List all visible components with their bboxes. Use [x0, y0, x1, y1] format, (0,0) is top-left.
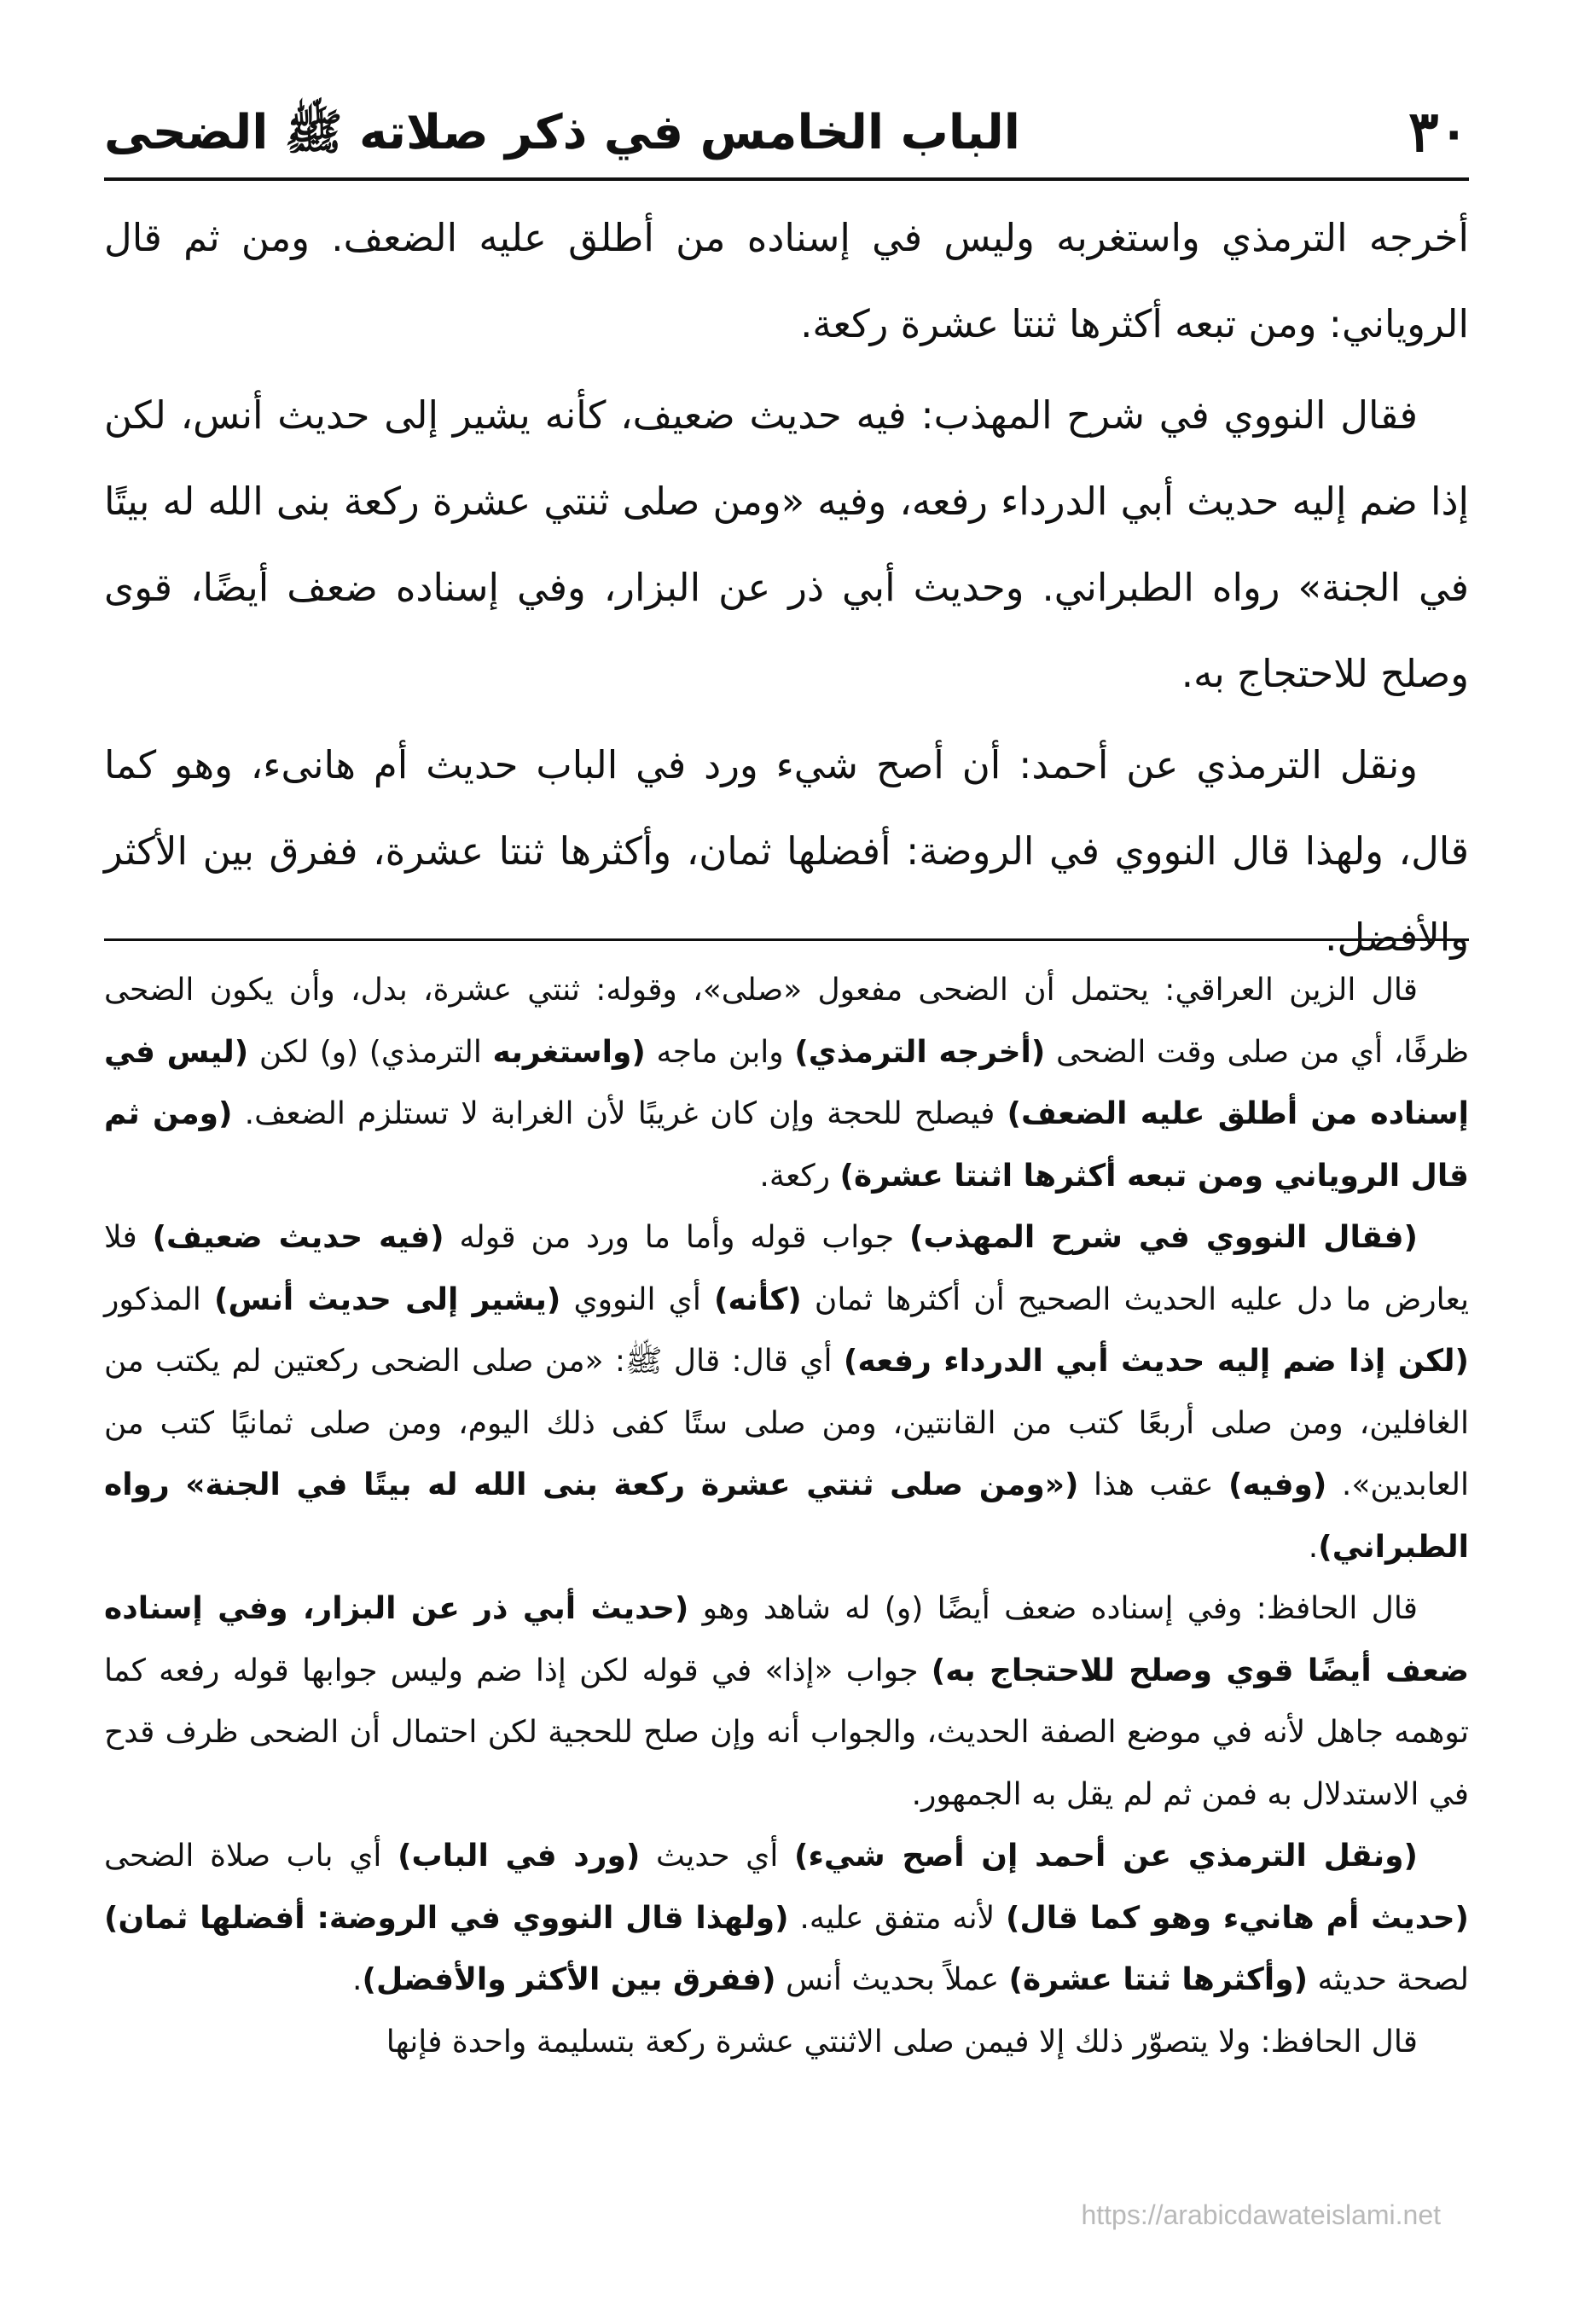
commentary-text-run: جواب قوله وأما ما ورد من قوله	[444, 1220, 909, 1255]
commentary-text-run: قال الزين العراقي: يحتمل أن الضحى مفعول «صلى»، وقوله: ثنتي عشرة، بدل، وأن يكون الضحى ظرفًا، أي من صلى وقت الضحى	[104, 973, 1469, 1070]
commentary-text-run: أي النووي	[560, 1281, 714, 1317]
commentary-quote: (ونقل الترمذي عن أحمد إن أصح شيء)	[794, 1839, 1419, 1874]
commentary-quote: (وأكثرها ثنتا عشرة)	[1008, 1962, 1309, 1997]
commentary-paragraph-5	[104, 2012, 1469, 2074]
commentary-paragraph-3	[104, 1578, 1469, 1826]
commentary-text-run: المذكور	[104, 1281, 214, 1317]
commentary-paragraph-2	[104, 1207, 1469, 1578]
commentary-text-run: أي قال: قال ﷺ: «من صلى الضحى ركعتين لم يكتب من الغافلين، ومن صلى أربعًا كتب من القانتين، ومن صلى ستًا كفى ذلك اليوم، ومن صلى ثمانيًا كتب من العابدين».	[104, 1344, 1470, 1502]
main-paragraph-2: فقال النووي في شرح المهذب: فيه حديث ضعيف، كأنه يشير إلى حديث أنس، لكن إذا ضم إليه حديث أبي الدرداء رفعه، وفيه «ومن صلى ثنتي عشرة ركعة بنى الله له بيتًا في الجنة» رواه الطبراني. وحديث أبي ذر عن البزار، وفي إسناده ضعف أيضًا، قوى وصلح للاحتجاج به.	[104, 392, 1469, 696]
commentary-text-run: .	[352, 1962, 363, 1997]
commentary-text-run: لأنه متفق عليه.	[788, 1900, 1006, 1936]
commentary-text	[104, 960, 1469, 2073]
commentary-quote: (وفيه)	[1228, 1467, 1327, 1502]
commentary-quote: (فيه حديث ضعيف)	[152, 1220, 444, 1255]
commentary-quote: (ليس في إسناده من أطلق عليه الضعف)	[104, 1034, 1469, 1131]
commentary-quote: (ففرق بين الأكثر والأفضل)	[362, 1962, 776, 1997]
commentary-quote: (ورد في الباب)	[398, 1839, 641, 1874]
watermark-url: https://arabicdawateislami.net	[1081, 2199, 1441, 2230]
commentary-text-run: جواب «إذا» في قوله لكن إذا ضم وليس جوابها قوله رفعه كما توهمه جاهل لأنه في موضع الصفة الحديث، والجواب أنه وإن صلح للحجية لكن احتمال أن الضحى ظرف قدح في الاستدلال به فمن ثم لم يقل به الجمهور.	[104, 1653, 1469, 1812]
commentary-quote: (يشير إلى حديث أنس)	[213, 1281, 561, 1317]
commentary-text-run: عقب هذا	[1078, 1467, 1228, 1502]
commentary-quote: (ولهذا قال النووي في الروضة: أفضلها ثمان)	[104, 1900, 789, 1936]
commentary-quote: (حديث أم هانيء وهو كما قال)	[1006, 1900, 1469, 1936]
commentary-text-run: وابن ماجه	[645, 1034, 795, 1070]
running-title: الباب الخامس في ذكر صلاته ﷺ الضحى	[104, 105, 1020, 160]
commentary-quote: (فقال النووي في شرح المهذب)	[908, 1220, 1418, 1255]
page-header	[104, 90, 1469, 166]
commentary-text-run: لصحة حديثه	[1308, 1962, 1469, 1997]
commentary-text-run: عملاً بحديث أنس	[775, 1962, 1009, 1997]
commentary-text-run: ركعة.	[759, 1158, 840, 1194]
main-paragraph-3: ونقل الترمذي عن أحمد: أن أصح شيء ورد في الباب حديث أم هانىء، وهو كما قال، ولهذا قال النووي في الروضة: أفضلها ثمان، وأكثرها ثنتا عشرة، ففرق بين الأكثر والأفضل.	[104, 742, 1469, 960]
commentary-text-run: فلا يعارض ما دل عليه الحديث الصحيح أن أكثرها ثمان	[104, 1220, 1470, 1317]
commentary-text-run: .	[1308, 1529, 1319, 1565]
commentary-quote: (كأنه)	[714, 1281, 802, 1317]
commentary-quote: (واستغربه	[492, 1034, 646, 1070]
header-divider	[104, 177, 1469, 181]
commentary-paragraph-4	[104, 1826, 1469, 2012]
commentary-text-run: (و) لكن	[248, 1034, 359, 1070]
main-text	[104, 195, 1469, 985]
commentary-text-run: قال الحافظ: ولا يتصوّر ذلك إلا فيمن صلى الاثنتي عشرة ركعة بتسليمة واحدة فإنها	[386, 2024, 1418, 2060]
commentary-text-run: (و) له شاهد وهو	[688, 1591, 924, 1626]
footnote-divider	[104, 938, 1469, 941]
commentary-quote: (أخرجه الترمذي)	[794, 1034, 1046, 1070]
main-paragraph-1: أخرجه الترمذي واستغربه وليس في إسناده من أطلق عليه الضعف. ومن ثم قال الروياني: ومن تبعه أكثرها ثنتا عشرة ركعة.	[104, 215, 1469, 346]
commentary-text-run: قال الحافظ: وفي إسناده ضعف أيضًا	[923, 1591, 1418, 1626]
commentary-quote: («ومن صلى ثنتي عشرة ركعة بنى الله له بيتًا في الجنة» رواه الطبراني)	[104, 1467, 1469, 1565]
commentary-text-run: الترمذي)	[358, 1034, 493, 1070]
commentary-quote: (حديث أبي ذر عن البزار، وفي إسناده ضعف أيضًا قوي وصلح للاحتجاج به)	[104, 1591, 1469, 1688]
commentary-text-run: فيصلح للحجة وإن كان غريبًا لأن الغرابة لا تستلزم الضعف.	[232, 1096, 1007, 1131]
commentary-quote: (ومن ثم قال الروياني ومن تبعه أكثرها اثنتا عشرة)	[104, 1096, 1469, 1194]
commentary-paragraph-1	[104, 960, 1469, 1207]
page-number: ٣٠	[1408, 98, 1469, 165]
commentary-text-run: أي حديث	[640, 1839, 795, 1874]
commentary-quote: (لكن إذا ضم إليه حديث أبي الدرداء رفعه)	[843, 1344, 1470, 1379]
commentary-text-run: أي باب صلاة الضحى	[104, 1839, 398, 1874]
